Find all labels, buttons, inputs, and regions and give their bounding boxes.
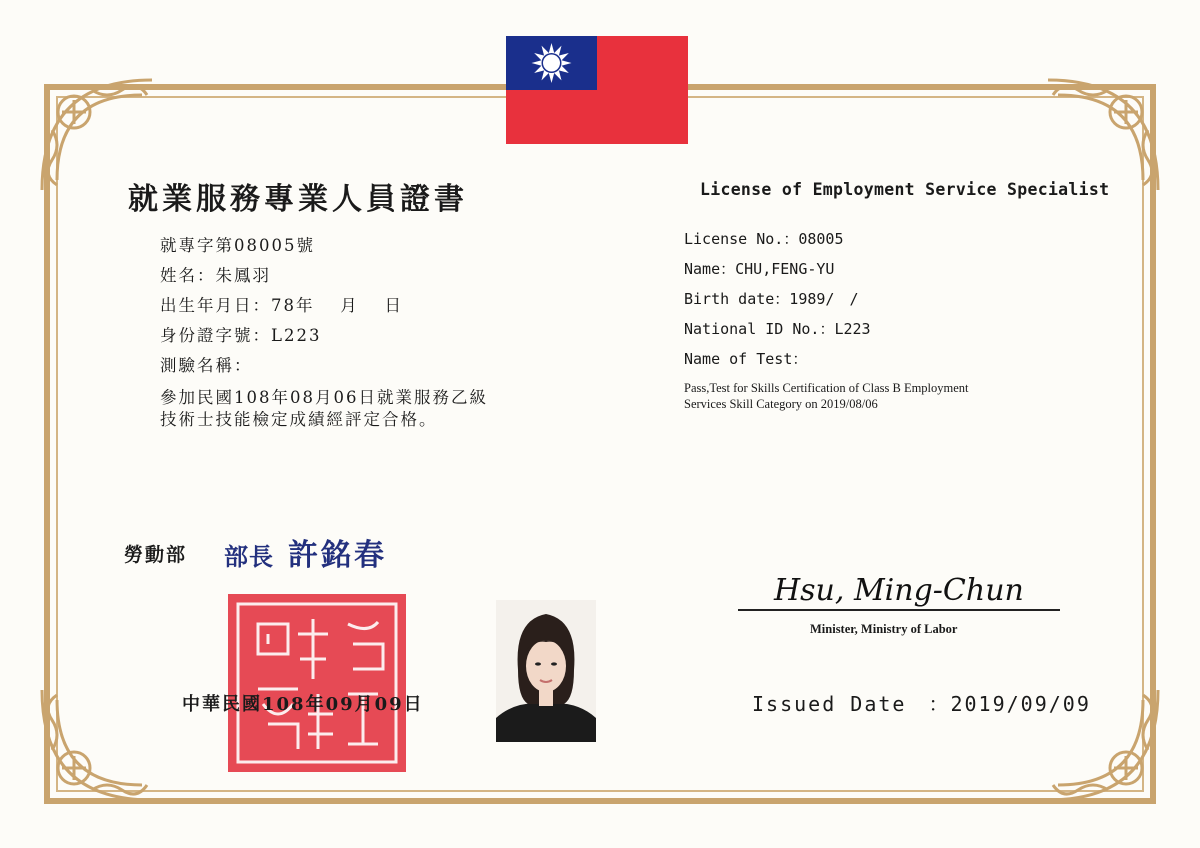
certificate-title-en: License of Employment Service Specialist: [700, 180, 1110, 199]
minister-signature: [770, 560, 1070, 620]
signature-line: [738, 609, 1060, 611]
signature-text: Hsu, Ming-Chun: [774, 573, 1024, 608]
license-number-en: License No.：08005: [684, 230, 844, 248]
national-flag-icon: [506, 36, 688, 144]
certificate-title-zh: 就業服務專業人員證書: [128, 182, 468, 217]
holder-name-en: Name：CHU,FENG-YU: [684, 260, 835, 278]
minister-name-zh: 許銘春: [288, 538, 387, 573]
result-line-2-en: Services Skill Category on 2019/08/06: [684, 397, 878, 411]
result-line-1-en: Pass,Test for Skills Certification of Class B Employment: [684, 381, 969, 395]
test-name-en: Name of Test：: [684, 350, 808, 368]
test-name-zh: 測驗名稱：: [160, 356, 253, 375]
official-seal-icon: [228, 594, 406, 772]
issue-date-zh: 中華民國108年09月09日: [182, 694, 424, 715]
holder-photo: [496, 600, 596, 742]
birth-date-en: Birth date：1989/ /: [684, 290, 859, 308]
flag-canton: [506, 36, 597, 90]
result-line-1-zh: 參加民國108年08月06日就業服務乙級: [160, 388, 488, 407]
certificate-number-zh: 就專字第08005號: [160, 236, 315, 255]
id-number-zh: 身份證字號：L223: [160, 326, 322, 345]
signature-caption: Minister, Ministry of Labor: [810, 622, 958, 636]
result-line-2-zh: 技術士技能檢定成績經評定合格。: [160, 410, 438, 429]
minister-block-zh: [224, 530, 387, 574]
holder-name-zh: 姓名：朱鳳羽: [160, 266, 271, 285]
birth-date-zh: 出生年月日：78年 月 日: [160, 296, 403, 315]
corner-ornament-icon: [32, 680, 162, 810]
national-id-en: National ID No.：L223: [684, 320, 871, 338]
minister-title-zh: 部長: [224, 542, 274, 571]
issued-date-en: Issued Date ：2019/09/09: [752, 692, 1091, 716]
ministry-name-zh: 勞動部: [124, 544, 188, 566]
